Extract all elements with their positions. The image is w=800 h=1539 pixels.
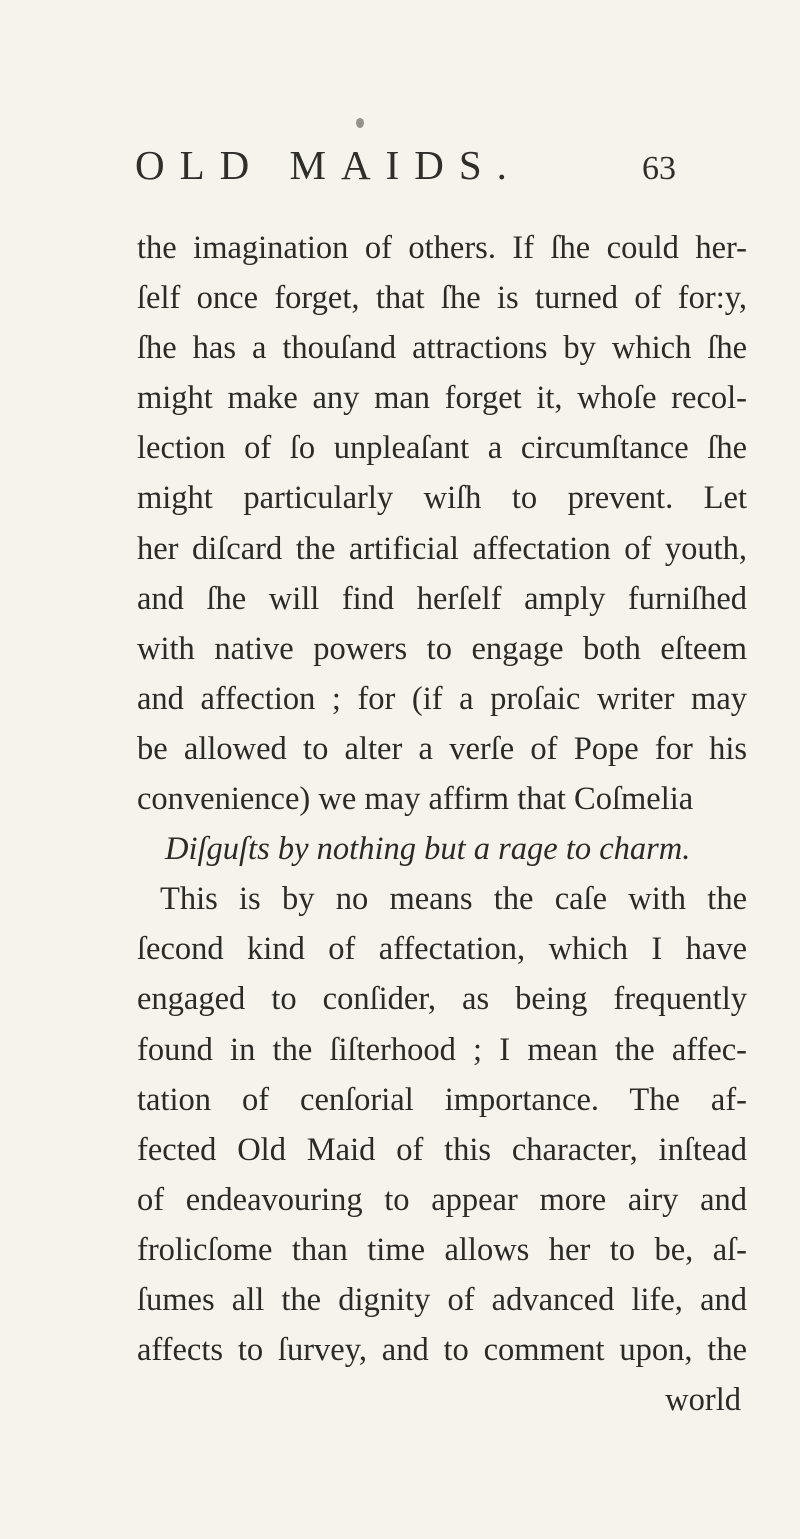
text-line: ſelf once forget, that ſhe is turned of for:y,	[137, 280, 747, 317]
quoted-verse: Diſguſts by nothing but a rage to charm.	[165, 831, 691, 868]
text-line: and affection ; for (if a proſaic writer may	[137, 680, 747, 717]
text-line: ſhe has a thouſand attractions by which ſhe	[137, 330, 747, 367]
text-line: might particularly wiſh to prevent. Let	[137, 480, 747, 517]
text-line: frolicſome than time allows her to be, aſ-	[137, 1231, 747, 1268]
text-line: and ſhe will find herſelf amply furniſhed	[137, 580, 747, 617]
text-line: engaged to conſider, as being frequently	[137, 981, 747, 1018]
text-line: ſumes all the dignity of advanced life, and	[137, 1281, 747, 1318]
ink-speck	[356, 118, 364, 128]
text-line: ſecond kind of affectation, which I have	[137, 931, 747, 968]
page-header	[135, 140, 755, 190]
text-line: might make any man forget it, whoſe recol-	[137, 380, 747, 417]
running-title: OLD MAIDS.	[135, 142, 522, 188]
body-text	[137, 223, 747, 1425]
text-line: her diſcard the artificial affectation of youth,	[137, 530, 747, 567]
text-line: affects to ſurvey, and to comment upon, the	[137, 1332, 747, 1369]
paragraph-start: This is by no means the caſe with the	[160, 881, 747, 918]
text-line: tation of cenſorial importance. The af-	[137, 1081, 747, 1118]
catchword: world	[665, 1382, 741, 1419]
text-line: convenience) we may affirm that Coſmelia	[137, 781, 694, 818]
text-line: the imagination of others. If ſhe could her-	[137, 230, 747, 266]
page-number: 63	[642, 150, 676, 187]
text-line: be allowed to alter a verſe of Pope for his	[137, 730, 747, 767]
text-line: lection of ſo unpleaſant a circumſtance ſhe	[137, 430, 747, 467]
text-line: found in the ſiſterhood ; I mean the affec-	[137, 1031, 747, 1068]
text-line: with native powers to engage both eſteem	[137, 630, 747, 667]
text-line: of endeavouring to appear more airy and	[137, 1181, 747, 1218]
text-line: fected Old Maid of this character, inſtead	[137, 1131, 747, 1168]
